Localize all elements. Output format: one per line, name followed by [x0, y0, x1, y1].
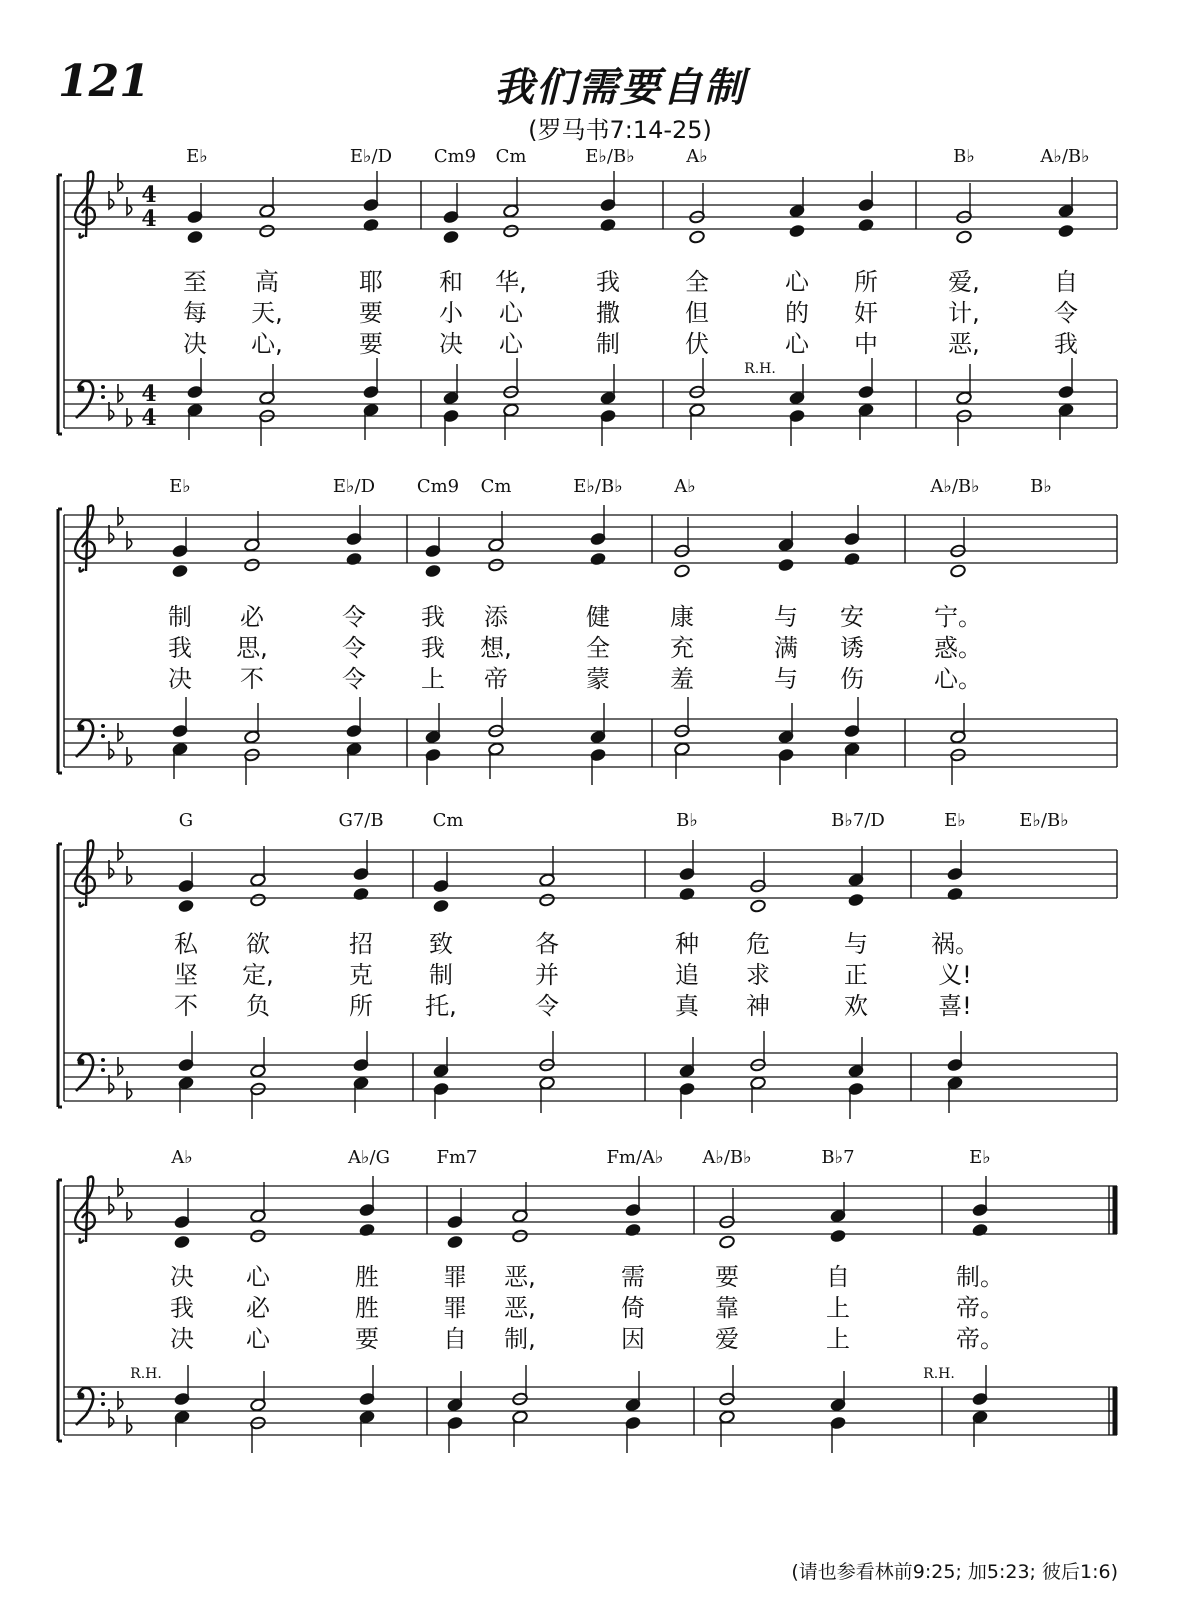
- lyric-verse-2: 恶,: [504, 1294, 536, 1322]
- key-flat: [109, 1196, 114, 1214]
- lyric-verse-1: 需: [621, 1263, 645, 1291]
- key-flat: [127, 1081, 132, 1099]
- lyric-verse-2: 倚: [621, 1294, 645, 1322]
- chord-symbol: E♭: [186, 146, 208, 167]
- chord-symbol: A♭: [686, 146, 708, 167]
- bass-staff: [64, 1387, 1117, 1435]
- lyric-verse-2: 的: [785, 299, 809, 327]
- lyric-verse-1: 制: [168, 603, 192, 631]
- lyric-verse-1: 高: [255, 268, 279, 296]
- key-flat: [109, 525, 114, 543]
- key-flat: [118, 173, 123, 191]
- chord-symbol: G7/B: [338, 810, 384, 831]
- lyric-verse-1: 自: [826, 1263, 850, 1291]
- lyric-verse-3: 决: [170, 1325, 194, 1353]
- lyric-verse-1: 宁。: [934, 603, 982, 631]
- lyric-verse-2: 每: [183, 299, 207, 327]
- alto-note-head: [178, 899, 195, 913]
- lyric-verse-2: 心: [499, 299, 523, 327]
- chord-symbol: B♭7: [821, 1147, 855, 1168]
- lyric-verse-3: 要: [355, 1325, 379, 1353]
- chord-symbol: A♭/B♭: [1040, 146, 1090, 167]
- lyric-verse-2: 制: [429, 961, 453, 989]
- key-flat: [118, 1057, 123, 1075]
- chord-symbol: A♭: [674, 476, 696, 497]
- lyric-verse-2: 克: [349, 961, 373, 989]
- lyric-verse-3: 与: [774, 665, 798, 693]
- lyric-verse-3: 托,: [425, 992, 457, 1020]
- lyric-verse-2: 上: [826, 1294, 850, 1322]
- lyric-verse-2: 奸: [854, 299, 878, 327]
- chord-symbol: E♭/D: [349, 146, 393, 167]
- key-flat: [109, 402, 114, 420]
- alto-note-head: [512, 1229, 529, 1243]
- lyric-verse-3: 我: [1054, 330, 1078, 358]
- lyric-verse-2: 撒: [596, 299, 620, 327]
- lyric-verse-2: 追: [675, 961, 699, 989]
- lyric-verse-2: 我: [168, 634, 192, 662]
- key-flat: [127, 408, 132, 426]
- alto-note-head: [443, 230, 460, 244]
- system-bracket: [58, 175, 62, 434]
- lyric-verse-2: 惑。: [934, 634, 982, 662]
- alto-note-head: [972, 1223, 989, 1237]
- chord-symbol: E♭: [944, 810, 966, 831]
- lyric-verse-2: 要: [359, 299, 383, 327]
- alto-note-head: [539, 893, 556, 907]
- lyric-verse-2: 义!: [938, 961, 972, 989]
- bass-clef-dot: [101, 724, 105, 728]
- lyric-verse-1: 致: [429, 930, 453, 958]
- hymn-scripture-reference: (罗马书7:14-25): [528, 116, 712, 144]
- lyric-verse-1: 令: [342, 603, 366, 631]
- alto-note-head: [250, 893, 267, 907]
- alto-note-head: [625, 1223, 642, 1237]
- lyric-verse-2: 并: [535, 961, 559, 989]
- alto-note-head: [679, 887, 696, 901]
- key-flat: [109, 860, 114, 878]
- lyric-verse-3: 喜!: [938, 992, 972, 1020]
- lyric-verse-3: 欢: [844, 992, 868, 1020]
- key-flat: [109, 741, 114, 759]
- alto-note-head: [590, 552, 607, 566]
- chord-symbol: E♭/B♭: [1019, 810, 1069, 831]
- bass-clef-icon: [76, 1388, 93, 1425]
- chord-symbol: E♭/B♭: [573, 476, 623, 497]
- chord-symbol: Cm: [432, 810, 464, 831]
- alto-note-head: [689, 230, 706, 244]
- chord-symbol: A♭: [171, 1147, 193, 1168]
- lyric-verse-1: 各: [535, 930, 559, 958]
- key-flat: [109, 1075, 114, 1093]
- lyric-verse-3: 令: [342, 665, 366, 693]
- alto-note-head: [719, 1235, 736, 1249]
- key-flat: [118, 842, 123, 860]
- lyric-verse-1: 必: [240, 603, 264, 631]
- hymn-title: 我们需要自制: [494, 65, 746, 111]
- lyric-verse-3: 心: [246, 1325, 270, 1353]
- lyric-verse-3: 制: [596, 330, 620, 358]
- lyric-verse-2: 我: [421, 634, 445, 662]
- alto-note-head: [488, 558, 505, 572]
- bass-clef-dot: [78, 1059, 85, 1066]
- bass-clef-dot: [78, 386, 85, 393]
- lyric-verse-3: 上: [421, 665, 445, 693]
- system-bracket: [58, 844, 62, 1107]
- lyric-verse-1: 康: [670, 603, 694, 631]
- lyric-verse-3: 决: [168, 665, 192, 693]
- right-hand-marking: R.H.: [130, 1366, 162, 1382]
- system-bracket: [58, 1180, 62, 1441]
- hymn-number: 121: [58, 56, 150, 107]
- lyric-verse-3: 上: [826, 1325, 850, 1353]
- bass-clef-icon: [76, 720, 93, 757]
- lyric-verse-2: 想,: [480, 634, 512, 662]
- lyric-verse-2: 充: [670, 634, 694, 662]
- lyric-verse-3: 心: [785, 330, 809, 358]
- lyric-verse-1: 罪: [443, 1263, 467, 1291]
- lyric-verse-1: 种: [675, 930, 699, 958]
- lyric-verse-3: 心: [499, 330, 523, 358]
- key-flat: [127, 197, 132, 215]
- alto-note-head: [172, 564, 189, 578]
- lyric-verse-2: 令: [1054, 299, 1078, 327]
- alto-note-head: [956, 230, 973, 244]
- time-signature-bottom: 4: [141, 206, 157, 232]
- chord-symbol: A♭/B♭: [702, 1147, 752, 1168]
- lyric-verse-3: 恶,: [948, 330, 980, 358]
- lyric-verse-2: 天,: [251, 299, 283, 327]
- chord-symbol: A♭/G: [348, 1147, 390, 1168]
- lyric-verse-3: 因: [621, 1325, 645, 1353]
- alto-note-head: [947, 887, 964, 901]
- key-flat: [109, 191, 114, 209]
- lyric-verse-2: 胜: [355, 1294, 379, 1322]
- lyric-verse-2: 坚: [174, 961, 198, 989]
- alto-note-head: [363, 218, 380, 232]
- lyric-verse-3: 羞: [670, 665, 694, 693]
- footer-bible-references: (请也参看林前9:25; 加5:23; 彼后1:6): [791, 1561, 1118, 1583]
- lyric-verse-1: 我: [421, 603, 445, 631]
- alto-note-head: [244, 558, 261, 572]
- key-flat: [127, 1202, 132, 1220]
- lyric-verse-1: 胜: [355, 1263, 379, 1291]
- lyric-verse-3: 帝。: [956, 1325, 1004, 1353]
- alto-note-head: [353, 887, 370, 901]
- lyric-verse-1: 爱,: [948, 268, 980, 296]
- alto-note-head: [187, 230, 204, 244]
- alto-note-head: [433, 899, 450, 913]
- key-flat: [118, 507, 123, 525]
- chord-symbol: B♭7/D: [831, 810, 885, 831]
- lyric-verse-3: 帝: [484, 665, 508, 693]
- bass-clef-dot: [101, 385, 105, 389]
- alto-note-head: [950, 564, 967, 578]
- chord-symbol: E♭/D: [332, 476, 376, 497]
- lyric-verse-1: 决: [170, 1263, 194, 1291]
- lyric-verse-1: 与: [774, 603, 798, 631]
- chord-symbol: B♭: [953, 146, 975, 167]
- time-signature-top: 4: [141, 182, 157, 208]
- chord-symbol: Cm: [495, 146, 527, 167]
- alto-note-head: [830, 1229, 847, 1243]
- alto-note-head: [750, 899, 767, 913]
- chord-symbol: A♭/B♭: [930, 476, 980, 497]
- alto-note-head: [447, 1235, 464, 1249]
- treble-staff: [64, 1186, 1117, 1234]
- right-hand-marking: R.H.: [744, 361, 776, 377]
- alto-note-head: [1058, 224, 1075, 238]
- chord-symbol: Cm9: [416, 476, 460, 497]
- chord-symbol: Cm: [480, 476, 512, 497]
- alto-note-head: [359, 1223, 376, 1237]
- lyric-verse-3: 负: [246, 992, 270, 1020]
- lyric-verse-3: 爱: [715, 1325, 739, 1353]
- lyric-verse-3: 蒙: [586, 665, 610, 693]
- lyric-verse-2: 罪: [443, 1294, 467, 1322]
- key-flat: [118, 1178, 123, 1196]
- alto-note-head: [425, 564, 442, 578]
- lyric-verse-1: 与: [844, 930, 868, 958]
- lyric-verse-1: 华,: [495, 268, 527, 296]
- lyric-verse-1: 危: [746, 930, 770, 958]
- bass-clef-icon: [76, 1054, 93, 1091]
- lyric-verse-1: 全: [685, 268, 709, 296]
- chord-symbol: B♭: [676, 810, 698, 831]
- lyric-verse-1: 自: [1054, 268, 1078, 296]
- time-signature-bottom: 4: [141, 405, 157, 431]
- lyric-verse-1: 和: [439, 268, 463, 296]
- lyric-verse-3: 不: [174, 992, 198, 1020]
- lyric-verse-1: 添: [484, 603, 508, 631]
- lyric-verse-2: 满: [774, 634, 798, 662]
- chord-symbol: B♭: [1030, 476, 1052, 497]
- alto-note-head: [778, 558, 795, 572]
- key-flat: [118, 723, 123, 741]
- alto-note-head: [600, 218, 617, 232]
- lyric-verse-1: 心: [785, 268, 809, 296]
- chord-symbol: Fm7: [436, 1147, 478, 1168]
- lyric-verse-3: 自: [443, 1325, 467, 1353]
- lyric-verse-1: 恶,: [504, 1263, 536, 1291]
- lyric-verse-3: 要: [359, 330, 383, 358]
- lyric-verse-2: 我: [170, 1294, 194, 1322]
- lyric-verse-2: 全: [586, 634, 610, 662]
- lyric-verse-1: 招: [349, 930, 373, 958]
- lyric-verse-1: 欲: [246, 930, 270, 958]
- lyric-verse-3: 不: [240, 665, 264, 693]
- alto-note-head: [858, 218, 875, 232]
- bass-clef-dot: [101, 1392, 105, 1396]
- lyric-verse-3: 心,: [251, 330, 283, 358]
- lyric-verse-2: 诱: [840, 634, 864, 662]
- lyric-verse-2: 求: [746, 961, 770, 989]
- lyric-verse-1: 祸。: [931, 930, 979, 958]
- lyric-verse-3: 中: [854, 330, 878, 358]
- key-flat: [118, 1391, 123, 1409]
- lyric-verse-3: 伏: [685, 330, 709, 358]
- lyric-verse-2: 正: [844, 961, 868, 989]
- alto-note-head: [250, 1229, 267, 1243]
- key-flat: [109, 1409, 114, 1427]
- lyric-verse-2: 必: [246, 1294, 270, 1322]
- lyric-verse-3: 决: [183, 330, 207, 358]
- chord-symbol: E♭/B♭: [585, 146, 635, 167]
- lyric-verse-3: 制,: [504, 1325, 536, 1353]
- lyric-verse-1: 私: [174, 930, 198, 958]
- lyric-verse-2: 定,: [242, 961, 274, 989]
- bass-clef-icon: [76, 381, 93, 418]
- lyric-verse-1: 耶: [359, 268, 383, 296]
- lyric-verse-2: 小: [439, 299, 463, 327]
- bass-clef-dot: [101, 395, 105, 399]
- bass-clef-dot: [101, 734, 105, 738]
- lyric-verse-2: 思,: [236, 634, 268, 662]
- lyric-verse-2: 帝。: [956, 1294, 1004, 1322]
- bass-clef-dot: [101, 1068, 105, 1072]
- lyric-verse-2: 靠: [715, 1294, 739, 1322]
- lyric-verse-1: 心: [246, 1263, 270, 1291]
- bass-clef-dot: [101, 1402, 105, 1406]
- lyric-verse-3: 真: [675, 992, 699, 1020]
- key-flat: [127, 866, 132, 884]
- lyric-verse-1: 制。: [956, 1263, 1004, 1291]
- alto-note-head: [674, 564, 691, 578]
- chord-symbol: E♭: [169, 476, 191, 497]
- lyric-verse-3: 伤: [840, 665, 864, 693]
- lyric-verse-2: 但: [685, 299, 709, 327]
- key-flat: [127, 1415, 132, 1433]
- chord-symbol: Cm9: [433, 146, 477, 167]
- bass-clef-dot: [78, 725, 85, 732]
- alto-note-head: [848, 893, 865, 907]
- lyric-verse-1: 安: [840, 603, 864, 631]
- lyric-verse-3: 神: [746, 992, 770, 1020]
- system-bracket: [58, 509, 62, 773]
- key-flat: [127, 531, 132, 549]
- chord-symbol: E♭: [969, 1147, 991, 1168]
- right-hand-marking: R.H.: [923, 1366, 955, 1382]
- bass-clef-dot: [101, 1058, 105, 1062]
- alto-note-head: [844, 552, 861, 566]
- lyric-verse-3: 令: [535, 992, 559, 1020]
- lyric-verse-1: 要: [715, 1263, 739, 1291]
- key-flat: [118, 384, 123, 402]
- lyric-verse-2: 令: [342, 634, 366, 662]
- lyric-verse-3: 决: [439, 330, 463, 358]
- chord-symbol: Fm/A♭: [606, 1147, 664, 1168]
- lyric-verse-3: 所: [349, 992, 373, 1020]
- alto-note-head: [346, 552, 363, 566]
- lyric-verse-1: 所: [854, 268, 878, 296]
- alto-note-head: [259, 224, 276, 238]
- lyric-verse-3: 心。: [934, 665, 982, 693]
- lyric-verse-1: 健: [586, 603, 610, 631]
- lyric-verse-1: 我: [596, 268, 620, 296]
- alto-note-head: [503, 224, 520, 238]
- key-flat: [127, 747, 132, 765]
- time-signature-top: 4: [141, 381, 157, 407]
- lyric-verse-1: 至: [183, 268, 207, 296]
- chord-symbol: G: [178, 810, 194, 831]
- bass-clef-dot: [78, 1393, 85, 1400]
- lyric-verse-2: 计,: [948, 299, 980, 327]
- alto-note-head: [789, 224, 806, 238]
- alto-note-head: [174, 1235, 191, 1249]
